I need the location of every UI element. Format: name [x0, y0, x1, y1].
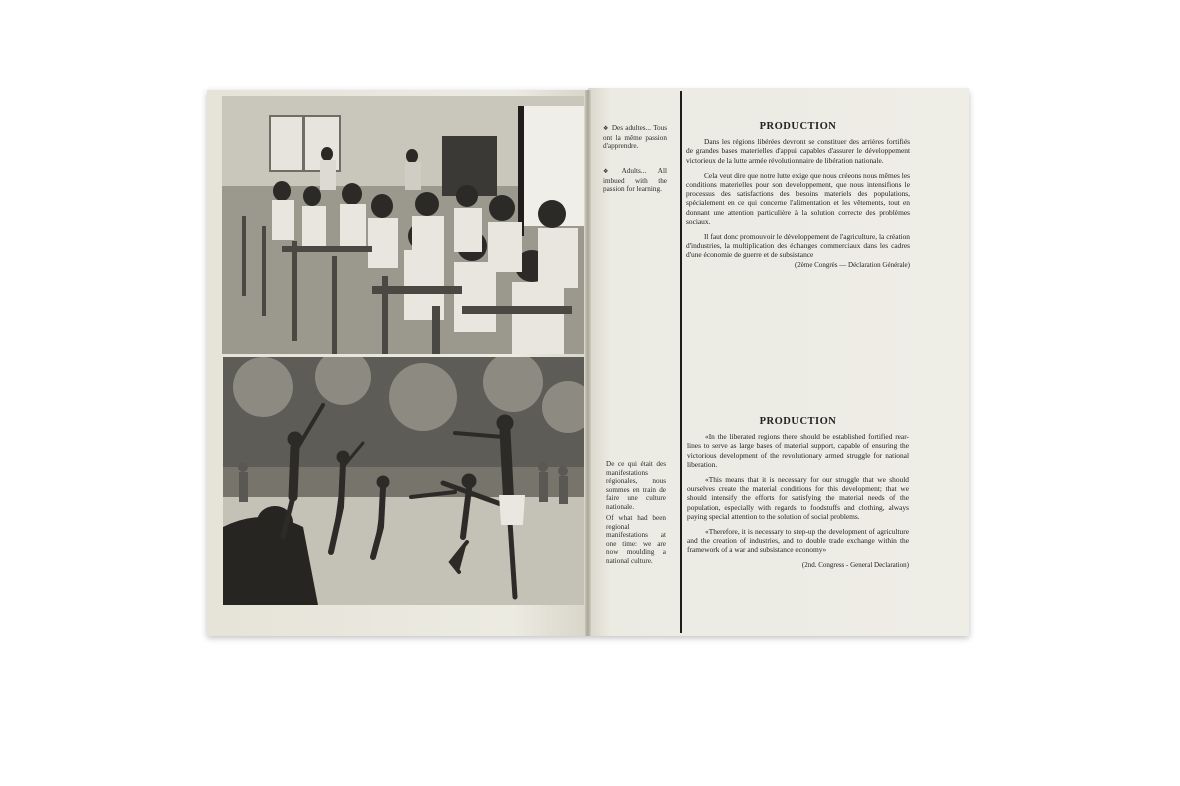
source-citation: (2nd. Congress - General Declaration) — [801, 560, 909, 569]
dancers-photo — [223, 357, 584, 605]
french-production-section — [686, 122, 910, 270]
paragraph: Il faut donc promouvoir le développement de l'agriculture, la création d'industries, la multiplication des échanges commerciaux dans les cadres d'une économie de guerre et de subsistance — [686, 232, 910, 260]
paragraph: Dans les régions libérées devront se constituer des arrières fortifiés de grandes bases materielles d'appui capables d'assurer le développement victorieux de la lutte armée révolutionnaire de libération nationale. — [686, 137, 910, 165]
english-production-section — [687, 417, 909, 570]
adult-classroom-photo — [222, 96, 584, 354]
dancers-photo-graphic — [223, 357, 584, 605]
book-gutter — [585, 90, 591, 636]
caption-culture-english: Of what had been regional manifestations at one time: we are now moulding a national culture. — [606, 514, 666, 565]
paragraph: «This means that it is necessary for our struggle that we should ourselves create the material conditions for this development; that we should intensify the efforts for satisfying the material needs of the population, especially with regards to foodstuffs and clothing, always paying special attention to the solution of social problems. — [687, 475, 909, 521]
paragraph: Cela veut dire que notre lutte exige que nous créeons nous mêmes les conditions materielles pour son developpement, que nous intensifions le processus des satisfactions des besoins materiels des populations, spécialement en ce qui concerne l'alimentation et les vêtements, tout en donnant une attention particulière à la solution correcte des problèmes sociaux. — [686, 170, 910, 226]
source-citation: (2ème Congrès — Déclaration Générale) — [794, 260, 910, 269]
classroom-photo-graphic — [222, 96, 584, 354]
caption-adults-english — [603, 167, 667, 194]
caption-adults-french-text: Des adultes... Tous ont la même passion d'apprendre. — [603, 124, 667, 151]
paragraph: «In the liberated regions there should be established fortified rear-lines to serve as large bases of material support, capable of ensuring the victorious development of the revolutionary armed struggle for national liberation. — [687, 432, 909, 469]
bullet-icon: ❖ — [603, 169, 619, 175]
bullet-icon: ❖ — [603, 126, 609, 132]
section-title: PRODUCTION — [759, 121, 837, 132]
caption-adults-french — [603, 124, 667, 151]
column-divider — [680, 91, 682, 633]
section-title: PRODUCTION — [759, 416, 837, 427]
paragraph: «Therefore, it is necessary to step-up the development of agriculture and the creation of industries, and to double trade exchange within the framework of a war and subsistance economy» — [687, 527, 909, 555]
caption-culture-french: De ce qui était des manifestations régionales, nous sommes en train de faire une culture nationale. — [606, 460, 666, 511]
caption-adults-english-text: Adults... All imbued with the passion for learning. — [603, 167, 667, 194]
